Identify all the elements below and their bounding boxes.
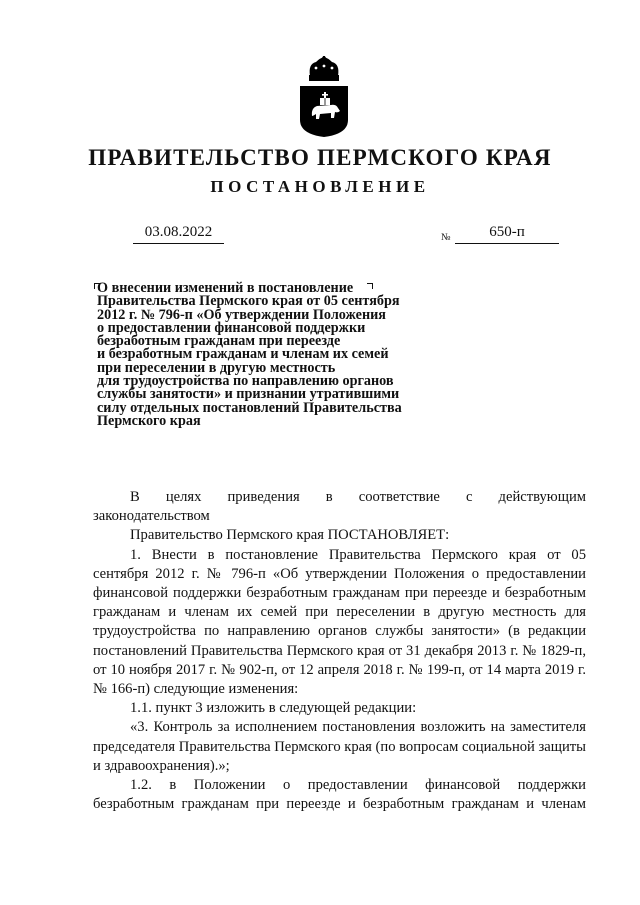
paragraph-quote-3: «3. Контроль за исполнением постановления возложить на заместителя председателя Правительства Пермского края (по вопросам социальной защиты и здравоохранения).»; (93, 719, 586, 774)
subject-line: 2012 г. № 796-п «Об утверждении Положения (97, 306, 386, 323)
preamble-line: В целях приведения в соответствие с действующим (130, 489, 586, 505)
subject-line: О внесении изменений в постановление (97, 280, 354, 296)
resolution-clause: Правительство Пермского края ПОСТАНОВЛЯЕТ: (130, 527, 450, 544)
subject-line: Пермского края (97, 412, 201, 429)
number-prefix: № (441, 232, 451, 243)
subject-line: и безработным гражданам и членам их семей (97, 346, 389, 363)
preamble-line: законодательством (93, 508, 210, 525)
paragraph-1-1: 1.1. пункт 3 изложить в следующей редакции: (130, 700, 417, 717)
subject-line: при переселении в другую местность (97, 359, 336, 376)
government-title: ПРАВИТЕЛЬСТВО ПЕРМСКОГО КРАЯ (88, 145, 552, 170)
document-number: 650-п (455, 224, 559, 244)
subject-line: силу отдельных постановлений Правительства (97, 399, 402, 416)
subject-line: для трудоустройства по направлению органов (97, 373, 394, 390)
perm-krai-coat-of-arms-icon (298, 56, 350, 138)
document-type: ПОСТАНОВЛЕНИЕ (210, 177, 430, 196)
paragraph-1: 1. Внести в постановление Правительства Пермского края от 05 сентября 2012 г. № 796-п «Об утверждении Положения о предоставлении финансовой поддержки безработным гражданам при переезде и безработным гражданам и членам их семей при переселении в другую местность для трудоустройства по направлению органов службы занятости» (в редакции постановлений Правительства Пермского края от 31 декабря 2013 г. № 1829-п, от 10 ноября 2017 г. № 902-п, от 12 апреля 2018 г. № 199-п, от 14 марта 2019 г. № 166-п) следующие изменения: (93, 546, 586, 698)
subject-line: Правительства Пермского края от 05 сентября (97, 293, 400, 310)
document-date: 03.08.2022 (133, 224, 224, 244)
subject-line: о предоставлении финансовой поддержки (97, 319, 366, 336)
paragraph-1-2: 1.2. в Положении о предоставлении финансовой поддержки безработным гражданам при переезде и безработным гражданам и членам (93, 777, 586, 813)
subject-line: безработным гражданам при переезде (97, 333, 341, 350)
document-subject (97, 282, 432, 428)
subject-line: службы занятости» и признании утратившими (97, 386, 400, 403)
document-body (93, 488, 586, 814)
